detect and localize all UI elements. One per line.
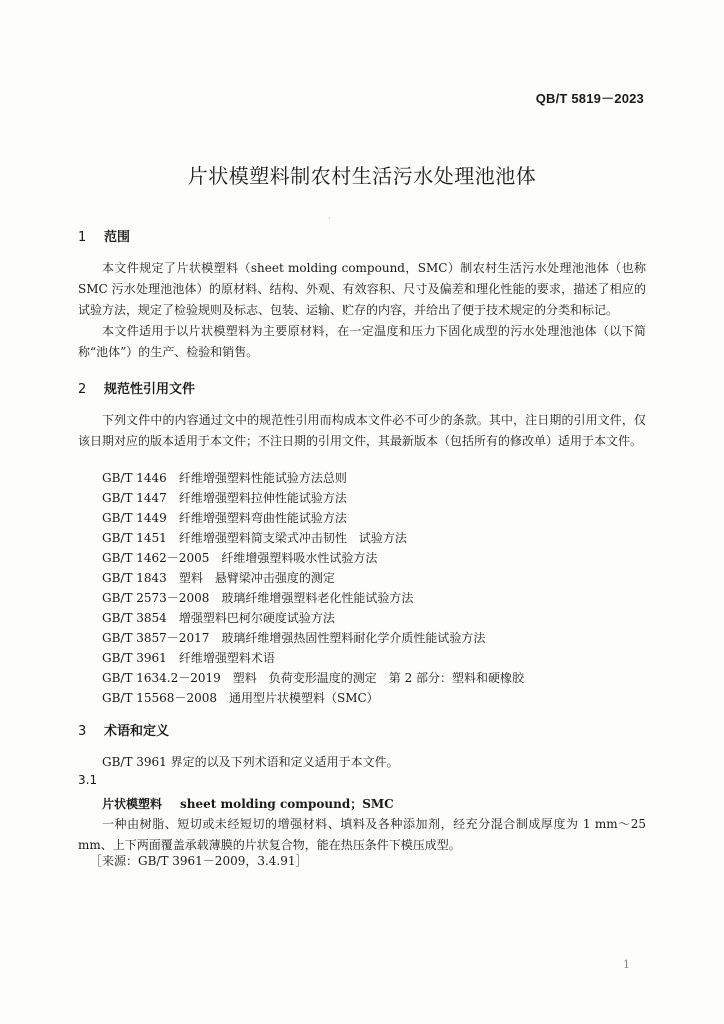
reference-title: 通用型片状模塑料（SMC）	[228, 691, 379, 705]
reference-item	[102, 588, 524, 608]
term-number: 3.1	[78, 773, 98, 787]
reference-code: GB/T 1462－2005	[102, 551, 210, 565]
section-heading-scope	[78, 226, 130, 245]
term-name-en: sheet molding compound；SMC	[180, 797, 394, 811]
reference-code: GB/T 3857－2017	[102, 631, 210, 645]
reference-code: GB/T 3961	[102, 651, 167, 665]
reference-title: 纤维增强塑料性能试验方法总则	[178, 471, 347, 485]
reference-code: GB/T 1634.2－2019	[102, 671, 221, 685]
term-name-zh: 片状模塑料	[102, 797, 163, 811]
reference-title: 玻璃纤维增强热固性塑料耐化学介质性能试验方法	[221, 631, 486, 645]
reference-code: GB/T 1451	[102, 531, 167, 545]
scope-paragraph-2: 本文件适用于以片状模塑料为主要原材料，在一定温度和压力下固化成型的污水处理池池体（以下简称“池体”）的生产、检验和销售。	[78, 324, 646, 359]
section-number: 2	[78, 382, 87, 397]
reference-item	[102, 508, 524, 528]
standard-code: QB/T 5819－2023	[535, 91, 644, 106]
reference-title: 增强塑料巴柯尔硬度试验方法	[178, 611, 335, 625]
reference-item	[102, 568, 524, 588]
reference-item	[102, 548, 524, 568]
reference-code: GB/T 1446	[102, 471, 167, 485]
reference-code: GB/T 2573－2008	[102, 591, 210, 605]
reference-title: 玻璃纤维增强塑料老化性能试验方法	[221, 591, 414, 605]
term-name	[102, 795, 394, 812]
section-title: 规范性引用文件	[104, 382, 196, 397]
reference-code: GB/T 1449	[102, 511, 167, 525]
reference-code: GB/T 1447	[102, 491, 167, 505]
scan-speck: ·	[328, 214, 331, 223]
section-heading-normative-refs	[78, 378, 195, 397]
reference-item	[102, 608, 524, 628]
section-title: 范围	[104, 230, 131, 245]
term-source: ［来源：GB/T 3961－2009，3.4.91］	[90, 854, 308, 868]
reference-item	[102, 688, 524, 708]
reference-title: 纤维增强塑料吸水性试验方法	[221, 551, 378, 565]
reference-code: GB/T 1843	[102, 571, 167, 585]
section-title: 术语和定义	[104, 724, 170, 739]
reference-item	[102, 488, 524, 508]
reference-title: 塑料 悬臂梁冲击强度的测定	[178, 571, 335, 585]
reference-code: GB/T 15568－2008	[102, 691, 217, 705]
reference-item	[102, 468, 524, 488]
term-definition: 一种由树脂、短切或未经短切的增强材料、填料及各种添加剂，经充分混合制成厚度为 1 mm～25 mm、上下两面覆盖承载薄膜的片状复合物，能在热压条件下模压成型。	[78, 817, 646, 852]
reference-item	[102, 628, 524, 648]
reference-title: 纤维增强塑料弯曲性能试验方法	[178, 511, 347, 525]
reference-item	[102, 648, 524, 668]
reference-item	[102, 668, 524, 688]
reference-title: 纤维增强塑料拉伸性能试验方法	[178, 491, 347, 505]
reference-item	[102, 528, 524, 548]
reference-title: 纤维增强塑料术语	[178, 651, 275, 665]
document-title: 片状模塑料制农村生活污水处理池池体	[187, 164, 537, 188]
reference-title: 塑料 负荷变形温度的测定 第 2 部分：塑料和硬橡胶	[232, 671, 525, 685]
reference-title: 纤维增强塑料简支梁式冲击韧性 试验方法	[178, 531, 407, 545]
scope-paragraph-1: 本文件规定了片状模塑料（sheet molding compound，SMC）制农村生活污水处理池池体（也称 SMC 污水处理池池体）的原材料、结构、外观、有效容积、尺寸及偏差和理化性能的要求，描述了相应的试验方法，规定了检验规则及标志、包装、运输、贮存的内容，并给出了便于技术规定的分类和标记。	[78, 261, 646, 317]
normative-refs-intro: 下列文件中的内容通过文中的规范性引用而构成本文件必不可少的条款。其中，注日期的引用文件，仅该日期对应的版本适用于本文件；不注日期的引用文件，其最新版本（包括所有的修改单）适用于本文件。	[78, 413, 646, 448]
reference-list	[102, 468, 524, 708]
page-number: 1	[623, 958, 630, 971]
section-number: 1	[78, 230, 87, 245]
section-number: 3	[78, 724, 87, 739]
section-heading-terms	[78, 720, 169, 739]
reference-code: GB/T 3854	[102, 611, 167, 625]
terms-intro: GB/T 3961 界定的以及下列术语和定义适用于本文件。	[102, 755, 399, 769]
